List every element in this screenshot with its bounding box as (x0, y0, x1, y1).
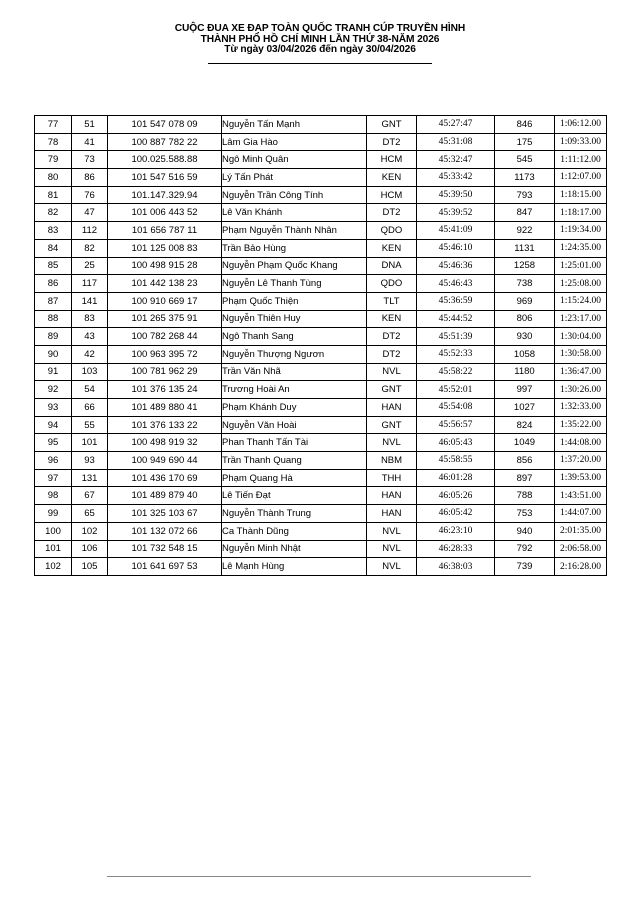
rank-cell: 77 (35, 116, 72, 134)
rank-cell: 98 (35, 487, 72, 505)
bib-cell: 42 (72, 345, 108, 363)
rank-cell: 92 (35, 381, 72, 399)
results-table (34, 115, 607, 576)
table-row (35, 487, 607, 505)
team-cell: HAN (367, 399, 417, 417)
team-cell: QDO (367, 222, 417, 240)
team-cell: HAN (367, 487, 417, 505)
gap-cell: 1:30:58.00 (555, 345, 607, 363)
uci-id-cell: 101 376 135 24 (108, 381, 222, 399)
team-cell: GNT (367, 116, 417, 134)
gap-cell: 1:44:07.00 (555, 505, 607, 523)
time-cell: 45:46:43 (417, 275, 495, 293)
rank-cell: 102 (35, 558, 72, 576)
table-row (35, 257, 607, 275)
bib-cell: 105 (72, 558, 108, 576)
rank-cell: 90 (35, 345, 72, 363)
rank-cell: 86 (35, 275, 72, 293)
rank-cell: 88 (35, 310, 72, 328)
results-body (35, 116, 607, 576)
time-cell: 45:54:08 (417, 399, 495, 417)
gap-cell: 1:18:15.00 (555, 186, 607, 204)
table-row (35, 239, 607, 257)
time-cell: 45:27:47 (417, 116, 495, 134)
gap-cell: 1:30:04.00 (555, 328, 607, 346)
gap-cell: 1:30:26.00 (555, 381, 607, 399)
time-cell: 45:39:50 (417, 186, 495, 204)
gap-cell: 1:39:53.00 (555, 469, 607, 487)
points-cell: 1173 (495, 169, 555, 187)
uci-id-cell: 101 547 078 09 (108, 116, 222, 134)
points-cell: 930 (495, 328, 555, 346)
rank-cell: 91 (35, 363, 72, 381)
table-row (35, 310, 607, 328)
time-cell: 45:52:33 (417, 345, 495, 363)
uci-id-cell: 100.025.588.88 (108, 151, 222, 169)
rank-cell: 97 (35, 469, 72, 487)
uci-id-cell: 101 442 138 23 (108, 275, 222, 293)
race-subtitle: THÀNH PHỐ HỒ CHÍ MINH LẦN THỨ 38-NĂM 2026 (200, 33, 440, 45)
table-row (35, 363, 607, 381)
rider-name-cell: Nguyễn Minh Nhật (222, 540, 367, 558)
table-row (35, 452, 607, 470)
table-row (35, 434, 607, 452)
bib-cell: 83 (72, 310, 108, 328)
bib-cell: 102 (72, 522, 108, 540)
bib-cell: 43 (72, 328, 108, 346)
gap-cell: 2:06:58.00 (555, 540, 607, 558)
gap-cell: 1:44:08.00 (555, 434, 607, 452)
rider-name-cell: Nguyễn Trần Công Tính (222, 186, 367, 204)
rider-name-cell: Lê Văn Khánh (222, 204, 367, 222)
uci-id-cell: 101 376 133 22 (108, 416, 222, 434)
table-row (35, 505, 607, 523)
table-row (35, 222, 607, 240)
bib-cell: 106 (72, 540, 108, 558)
time-cell: 45:31:08 (417, 133, 495, 151)
rank-cell: 100 (35, 522, 72, 540)
bib-cell: 73 (72, 151, 108, 169)
uci-id-cell: 100 910 669 17 (108, 292, 222, 310)
bib-cell: 101 (72, 434, 108, 452)
rank-cell: 96 (35, 452, 72, 470)
uci-id-cell: 101 641 697 53 (108, 558, 222, 576)
rank-cell: 87 (35, 292, 72, 310)
bib-cell: 103 (72, 363, 108, 381)
rider-name-cell: Lý Tấn Phát (222, 169, 367, 187)
bib-cell: 65 (72, 505, 108, 523)
rider-name-cell: Trần Văn Nhã (222, 363, 367, 381)
points-cell: 175 (495, 133, 555, 151)
footer-divider (107, 876, 531, 877)
rider-name-cell: Phạm Quốc Thiện (222, 292, 367, 310)
rider-name-cell: Lâm Gia Hào (222, 133, 367, 151)
uci-id-cell: 101 489 880 41 (108, 399, 222, 417)
rider-name-cell: Ngô Minh Quân (222, 151, 367, 169)
gap-cell: 2:01:35.00 (555, 522, 607, 540)
table-row (35, 416, 607, 434)
uci-id-cell: 100 781 962 29 (108, 363, 222, 381)
table-row (35, 345, 607, 363)
uci-id-cell: 100 782 268 44 (108, 328, 222, 346)
uci-id-cell: 101 125 008 83 (108, 239, 222, 257)
points-cell: 739 (495, 558, 555, 576)
rider-name-cell: Ngô Thanh Sang (222, 328, 367, 346)
time-cell: 45:46:36 (417, 257, 495, 275)
uci-id-cell: 101.147.329.94 (108, 186, 222, 204)
table-row (35, 204, 607, 222)
points-cell: 1258 (495, 257, 555, 275)
table-row (35, 558, 607, 576)
gap-cell: 1:36:47.00 (555, 363, 607, 381)
time-cell: 45:51:39 (417, 328, 495, 346)
uci-id-cell: 101 325 103 67 (108, 505, 222, 523)
team-cell: HCM (367, 186, 417, 204)
table-row (35, 328, 607, 346)
team-cell: GNT (367, 381, 417, 399)
bib-cell: 41 (72, 133, 108, 151)
rider-name-cell: Trần Thanh Quang (222, 452, 367, 470)
points-cell: 969 (495, 292, 555, 310)
gap-cell: 1:12:07.00 (555, 169, 607, 187)
team-cell: NVL (367, 558, 417, 576)
team-cell: HAN (367, 505, 417, 523)
uci-id-cell: 101 132 072 66 (108, 522, 222, 540)
gap-cell: 1:37:20.00 (555, 452, 607, 470)
rank-cell: 80 (35, 169, 72, 187)
team-cell: DT2 (367, 133, 417, 151)
team-cell: TLT (367, 292, 417, 310)
rank-cell: 93 (35, 399, 72, 417)
bib-cell: 112 (72, 222, 108, 240)
uci-id-cell: 101 732 548 15 (108, 540, 222, 558)
time-cell: 45:36:59 (417, 292, 495, 310)
uci-id-cell: 100 887 782 22 (108, 133, 222, 151)
rank-cell: 101 (35, 540, 72, 558)
table-row (35, 169, 607, 187)
bib-cell: 51 (72, 116, 108, 134)
table-row (35, 292, 607, 310)
gap-cell: 1:25:01.00 (555, 257, 607, 275)
rider-name-cell: Phạm Nguyễn Thành Nhân (222, 222, 367, 240)
team-cell: DT2 (367, 204, 417, 222)
table-row (35, 522, 607, 540)
uci-id-cell: 100 498 915 28 (108, 257, 222, 275)
rank-cell: 82 (35, 204, 72, 222)
rank-cell: 83 (35, 222, 72, 240)
gap-cell: 1:23:17.00 (555, 310, 607, 328)
rider-name-cell: Nguyễn Tấn Mạnh (222, 116, 367, 134)
team-cell: DT2 (367, 345, 417, 363)
rank-cell: 81 (35, 186, 72, 204)
rank-cell: 79 (35, 151, 72, 169)
table-row (35, 399, 607, 417)
team-cell: NVL (367, 540, 417, 558)
points-cell: 753 (495, 505, 555, 523)
race-title: CUỘC ĐUA XE ĐẠP TOÀN QUỐC TRANH CÚP TRUYỀN HÌNH (174, 23, 466, 34)
gap-cell: 1:18:17.00 (555, 204, 607, 222)
time-cell: 46:05:42 (417, 505, 495, 523)
time-cell: 45:39:52 (417, 204, 495, 222)
team-cell: THH (367, 469, 417, 487)
gap-cell: 1:24:35.00 (555, 239, 607, 257)
uci-id-cell: 101 265 375 91 (108, 310, 222, 328)
header-divider (208, 63, 432, 64)
team-cell: DT2 (367, 328, 417, 346)
rider-name-cell: Trương Hoài An (222, 381, 367, 399)
points-cell: 1131 (495, 239, 555, 257)
gap-cell: 1:15:24.00 (555, 292, 607, 310)
rank-cell: 78 (35, 133, 72, 151)
bib-cell: 86 (72, 169, 108, 187)
uci-id-cell: 101 006 443 52 (108, 204, 222, 222)
time-cell: 45:58:55 (417, 452, 495, 470)
bib-cell: 67 (72, 487, 108, 505)
gap-cell: 2:16:28.00 (555, 558, 607, 576)
team-cell: HCM (367, 151, 417, 169)
table-row (35, 381, 607, 399)
uci-id-cell: 100 949 690 44 (108, 452, 222, 470)
rank-cell: 84 (35, 239, 72, 257)
time-cell: 46:38:03 (417, 558, 495, 576)
bib-cell: 25 (72, 257, 108, 275)
bib-cell: 93 (72, 452, 108, 470)
time-cell: 45:44:52 (417, 310, 495, 328)
time-cell: 45:33:42 (417, 169, 495, 187)
points-cell: 545 (495, 151, 555, 169)
rank-cell: 95 (35, 434, 72, 452)
points-cell: 847 (495, 204, 555, 222)
uci-id-cell: 101 436 170 69 (108, 469, 222, 487)
bib-cell: 54 (72, 381, 108, 399)
team-cell: KEN (367, 239, 417, 257)
bib-cell: 141 (72, 292, 108, 310)
bib-cell: 117 (72, 275, 108, 293)
points-cell: 922 (495, 222, 555, 240)
gap-cell: 1:43:51.00 (555, 487, 607, 505)
table-row (35, 469, 607, 487)
uci-id-cell: 101 547 516 59 (108, 169, 222, 187)
document-header (0, 24, 640, 64)
rank-cell: 99 (35, 505, 72, 523)
team-cell: NVL (367, 522, 417, 540)
time-cell: 46:28:33 (417, 540, 495, 558)
points-cell: 1049 (495, 434, 555, 452)
points-cell: 1180 (495, 363, 555, 381)
rider-name-cell: Nguyễn Thượng Ngươn (222, 345, 367, 363)
points-cell: 897 (495, 469, 555, 487)
time-cell: 45:56:57 (417, 416, 495, 434)
time-cell: 45:32:47 (417, 151, 495, 169)
rider-name-cell: Nguyễn Văn Hoài (222, 416, 367, 434)
team-cell: NBM (367, 452, 417, 470)
points-cell: 997 (495, 381, 555, 399)
bib-cell: 76 (72, 186, 108, 204)
points-cell: 792 (495, 540, 555, 558)
uci-id-cell: 100 498 919 32 (108, 434, 222, 452)
team-cell: DNA (367, 257, 417, 275)
time-cell: 46:01:28 (417, 469, 495, 487)
points-cell: 788 (495, 487, 555, 505)
table-row (35, 133, 607, 151)
points-cell: 806 (495, 310, 555, 328)
rank-cell: 85 (35, 257, 72, 275)
gap-cell: 1:25:08.00 (555, 275, 607, 293)
table-row (35, 540, 607, 558)
uci-id-cell: 101 656 787 11 (108, 222, 222, 240)
table-row (35, 186, 607, 204)
table-row (35, 116, 607, 134)
time-cell: 45:41:09 (417, 222, 495, 240)
rider-name-cell: Ca Thành Dũng (222, 522, 367, 540)
points-cell: 856 (495, 452, 555, 470)
race-dates: Từ ngày 03/04/2026 đến ngày 30/04/2026 (224, 44, 416, 55)
team-cell: QDO (367, 275, 417, 293)
points-cell: 940 (495, 522, 555, 540)
rank-cell: 89 (35, 328, 72, 346)
team-cell: NVL (367, 434, 417, 452)
bib-cell: 131 (72, 469, 108, 487)
team-cell: GNT (367, 416, 417, 434)
bib-cell: 55 (72, 416, 108, 434)
gap-cell: 1:06:12.00 (555, 116, 607, 134)
rider-name-cell: Lê Mạnh Hùng (222, 558, 367, 576)
rider-name-cell: Nguyễn Thành Trung (222, 505, 367, 523)
time-cell: 46:05:43 (417, 434, 495, 452)
rider-name-cell: Lê Tiến Đạt (222, 487, 367, 505)
bib-cell: 47 (72, 204, 108, 222)
points-cell: 793 (495, 186, 555, 204)
gap-cell: 1:35:22.00 (555, 416, 607, 434)
team-cell: NVL (367, 363, 417, 381)
time-cell: 46:05:26 (417, 487, 495, 505)
points-cell: 1058 (495, 345, 555, 363)
rider-name-cell: Phan Thanh Tấn Tài (222, 434, 367, 452)
rider-name-cell: Phạm Khánh Duy (222, 399, 367, 417)
rank-cell: 94 (35, 416, 72, 434)
uci-id-cell: 101 489 879 40 (108, 487, 222, 505)
gap-cell: 1:19:34.00 (555, 222, 607, 240)
points-cell: 824 (495, 416, 555, 434)
team-cell: KEN (367, 169, 417, 187)
rider-name-cell: Phạm Quang Hà (222, 469, 367, 487)
table-row (35, 275, 607, 293)
bib-cell: 82 (72, 239, 108, 257)
rider-name-cell: Nguyễn Thiên Huy (222, 310, 367, 328)
time-cell: 46:23:10 (417, 522, 495, 540)
time-cell: 45:52:01 (417, 381, 495, 399)
gap-cell: 1:32:33.00 (555, 399, 607, 417)
rider-name-cell: Trần Bảo Hùng (222, 239, 367, 257)
rider-name-cell: Nguyễn Lê Thanh Tùng (222, 275, 367, 293)
gap-cell: 1:09:33.00 (555, 133, 607, 151)
points-cell: 738 (495, 275, 555, 293)
time-cell: 45:46:10 (417, 239, 495, 257)
uci-id-cell: 100 963 395 72 (108, 345, 222, 363)
table-row (35, 151, 607, 169)
points-cell: 846 (495, 116, 555, 134)
team-cell: KEN (367, 310, 417, 328)
bib-cell: 66 (72, 399, 108, 417)
points-cell: 1027 (495, 399, 555, 417)
rider-name-cell: Nguyễn Phạm Quốc Khang (222, 257, 367, 275)
time-cell: 45:58:22 (417, 363, 495, 381)
gap-cell: 1:11:12.00 (555, 151, 607, 169)
